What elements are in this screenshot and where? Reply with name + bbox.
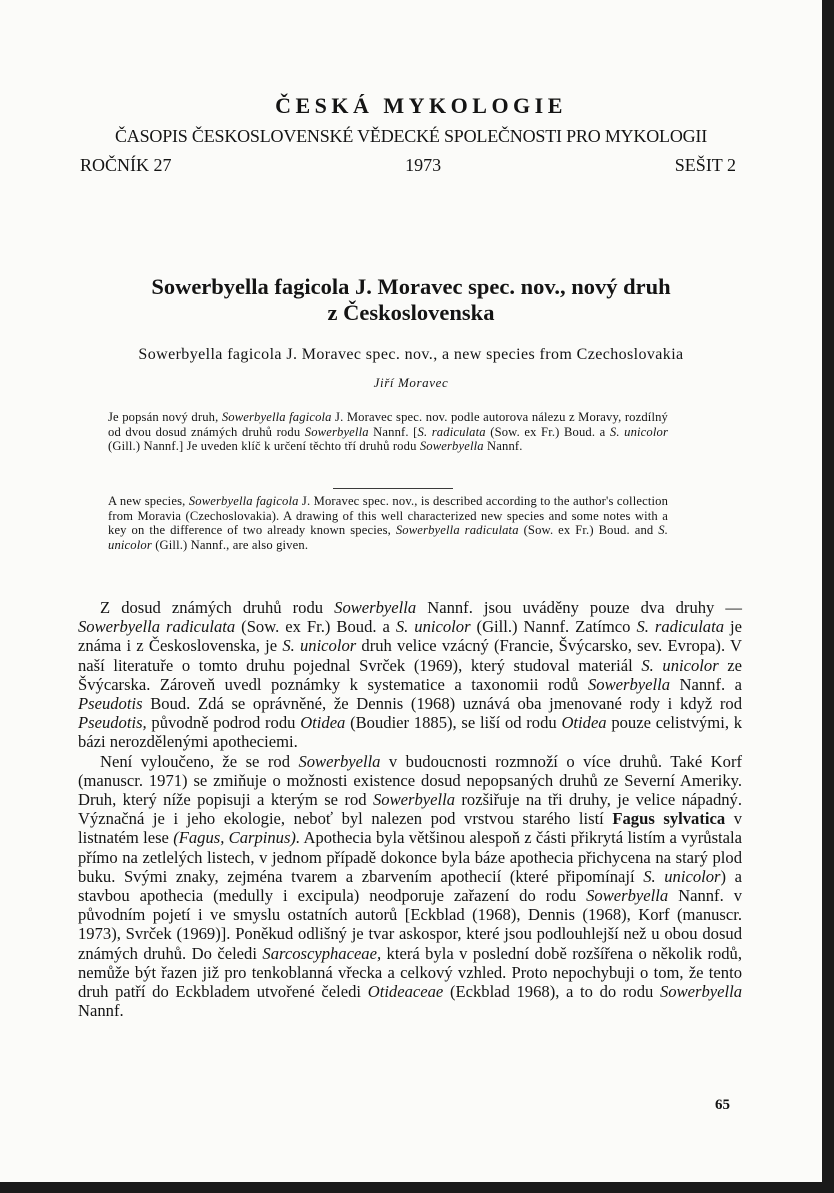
issue-info	[80, 155, 736, 176]
issue: SEŠIT 2	[674, 155, 736, 175]
abstract-english: A new species, Sowerbyella fagicola J. Moravec spec. nov., is described according to the author's collection from Moravia (Czechoslovakia). A drawing of this well characterized new species and some notes with a key on the difference of two already known species, Sowerbyella radiculata (Sow. ex Fr.) Boud. and S. unicolor (Gill.) Nannf., are also given.	[108, 494, 669, 552]
journal-title: ČESKÁ MYKOLOGIE	[275, 93, 567, 118]
separator-rule	[333, 488, 453, 489]
page-number: 65	[715, 1097, 730, 1113]
article-title-line-1: Sowerbyella fagicola J. Moravec spec. nov., nový druh	[151, 274, 671, 299]
english-title: Sowerbyella fagicola J. Moravec spec. nov., a new species from Czechoslovakia	[138, 346, 684, 363]
volume: ROČNÍK 27	[80, 155, 172, 175]
article-title-line-2: z Československa	[327, 300, 495, 325]
body-paragraph-2: Není vyloučeno, že se rod Sowerbyella v budoucnosti rozmnoží o více druhů. Také Korf (manuscr. 1971) se zmiňuje o možnosti existence dosud nepopsaných druhů ze Severní Ameriky. Druh, který níže popisuji a kterým se rod Sowerbyella rozšiřuje na tři druhy, je velice nápadný. Význačná je i jeho ekologie, neboť byl nalezen pod vrstvou starého listí Fagus sylvatica v listnatém lese (Fagus, Carpinus). Apothecia byla většinou alespoň z části přikrytá listím a vyrůstala přímo na zetlelých listech, v jednom případě dokonce byla báze apothecia přichycena na starý plod buku. Svými znaky, zejména tvarem a zbarvením apothecií (které připomínají S. unicolor) a stavbou apothecia (medully i excipula) neodporuje zařazení do rodu Sowerbyella Nannf. v původním pojetí i ve smyslu ostatních autorů [Eckblad (1968), Dennis (1968), Korf (manuscr. 1973), Svrček (1969)]. Poněkud odlišný je tvar askospor, které jsou podlouhlejší než u obou dosud známých druhů. Do čeledi Sarcoscyphaceae, která byla v poslední době rozšířena o několik rodů, nemůže být řazen již pro tenkoblanná vřecka a celkový vzhled. Proto nepochybuji o tom, že tento druh patří do Eckbladem utvořené čeledi Otideaceae (Eckblad 1968), a to do rodu Sowerbyella Nannf.	[78, 751, 743, 1021]
author: Jiří Moravec	[373, 375, 449, 390]
year: 1973	[405, 155, 442, 175]
body-paragraph-1: Z dosud známých druhů rodu Sowerbyella Nannf. jsou uváděny pouze dva druhy — Sowerbyella radiculata (Sow. ex Fr.) Boud. a S. unicolor (Gill.) Nannf. Zatímco S. radiculata je známa i z Československa, je S. unicolor druh velice vzácný (Francie, Švýcarsko, sev. Evropa). V naší literatuře o tomto druhu pojednal Svrček (1969), který studoval materiál S. unicolor ze Švýcarska. Zároveň uvedl poznámky k systematice a taxonomii rodů Sowerbyella Nannf. a Pseudotis Boud. Zdá se oprávněné, že Dennis (1968) uznává oba jmenované rody i když rod Pseudotis, původně podrod rodu Otidea (Boudier 1885), se liší od rodu Otidea pouze celistvými, k bázi nerozdělenými apotheciemi.	[78, 598, 743, 752]
abstract-czech: Je popsán nový druh, Sowerbyella fagicola J. Moravec spec. nov. podle autorova nálezu z Moravy, rozdílný od dvou dosud známých druhů rodu Sowerbyella Nannf. [S. radiculata (Sow. ex Fr.) Boud. a S. unicolor (Gill.) Nannf.] Je uveden klíč k určení těchto tří druhů rodu Sowerbyella Nannf.	[108, 410, 668, 454]
article-body	[78, 598, 742, 1020]
article-title	[80, 274, 742, 326]
journal-subtitle: ČASOPIS ČESKOSLOVENSKÉ VĚDECKÉ SPOLEČNOSTI PRO MYKOLOGII	[114, 126, 708, 146]
